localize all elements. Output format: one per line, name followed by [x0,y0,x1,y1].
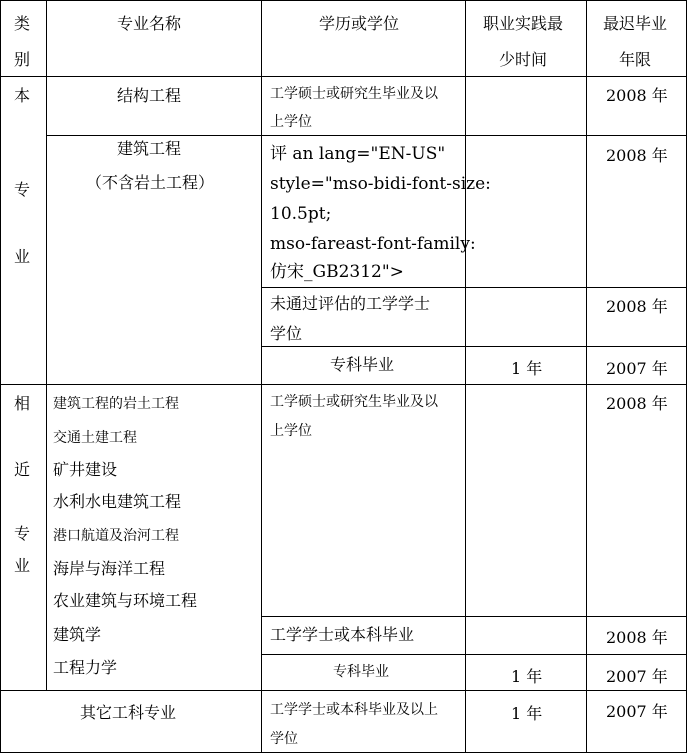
practice-time: 1 年 [511,667,543,686]
related-major: 工程力学 [53,658,118,677]
degree-text: 上学位 [270,423,312,439]
degree-text: 工学硕士或研究生毕业及以 [270,86,438,102]
deadline-year: 2008 年 [606,394,668,413]
degree-text: 专科毕业 [333,664,389,680]
deadline-year: 2008 年 [606,628,668,647]
category-benke-3: 业 [14,247,31,266]
hline-r1 [47,135,687,136]
degree-text: 学位 [270,324,303,343]
vline-practice [586,0,587,753]
category-related-2: 近 [14,460,31,479]
hline-rel1 [262,616,687,617]
hline-top [0,0,687,1]
vline-cat [46,0,47,690]
related-major: 水利水电建筑工程 [53,492,182,511]
degree-text: 学位 [270,731,298,747]
hline-r2 [262,287,687,288]
deadline-year: 2008 年 [606,146,668,165]
vline-name [261,0,262,753]
degree-text: 专科毕业 [330,355,395,374]
degree-text: 工学学士或本科毕业 [270,625,415,644]
degree-text: 工学学士或本科毕业及以上 [270,702,438,718]
header-practice-2: 少时间 [499,50,548,69]
category-related-4: 业 [14,556,31,575]
degree-text: 工学硕士或研究生毕业及以 [270,394,438,410]
vline-left [0,0,1,753]
deadline-year: 2007 年 [606,359,668,378]
category-related-1: 相 [14,394,31,413]
degree-text: mso-fareast-font-family: [270,234,476,254]
hline-header-bottom [0,76,687,77]
practice-time: 1 年 [511,359,543,378]
deadline-year: 2008 年 [606,86,668,105]
related-major: 建筑学 [53,625,102,644]
deadline-year: 2007 年 [606,667,668,686]
other-major-name: 其它工科专业 [80,703,177,722]
deadline-year: 2008 年 [606,297,668,316]
header-degree: 学历或学位 [319,14,400,33]
related-major: 港口航道及治河工程 [53,528,179,544]
related-major: 交通土建工程 [53,430,137,446]
category-related-3: 专 [14,524,31,543]
degree-text: style="mso-bidi-font-size: [270,174,491,194]
hline-rel2 [262,654,687,655]
deadline-year: 2007 年 [606,702,668,721]
vline-degree [465,0,466,753]
degree-text: 评 an lang="EN-US" [270,144,446,164]
related-major: 矿井建设 [53,460,118,479]
related-major: 海岸与海洋工程 [53,559,166,578]
major-architectural-engineering: 建筑工程 [117,139,182,158]
degree-text: 上学位 [270,114,312,130]
hline-group2-bottom [0,690,687,691]
header-deadline-1: 最迟毕业 [603,14,668,33]
category-benke-1: 本 [14,86,31,105]
header-deadline-2: 年限 [619,50,652,69]
practice-time: 1 年 [511,704,543,723]
major-structural-engineering: 结构工程 [117,86,182,105]
header-category-1: 类 [14,14,31,33]
major-architectural-engineering-note: （不含岩土工程） [86,173,215,192]
hline-group1-bottom [0,384,687,385]
hline-r3 [262,346,687,347]
degree-text: 仿宋_GB2312"> [270,262,404,282]
header-major-name: 专业名称 [117,14,182,33]
related-major: 建筑工程的岩土工程 [53,396,179,412]
related-major: 农业建筑与环境工程 [53,591,198,610]
header-practice-1: 职业实践最 [483,14,564,33]
header-category-2: 别 [14,50,31,69]
degree-text: 未通过评估的工学学士 [270,294,431,313]
category-benke-2: 专 [14,180,31,199]
degree-text: 10.5pt; [270,204,332,224]
